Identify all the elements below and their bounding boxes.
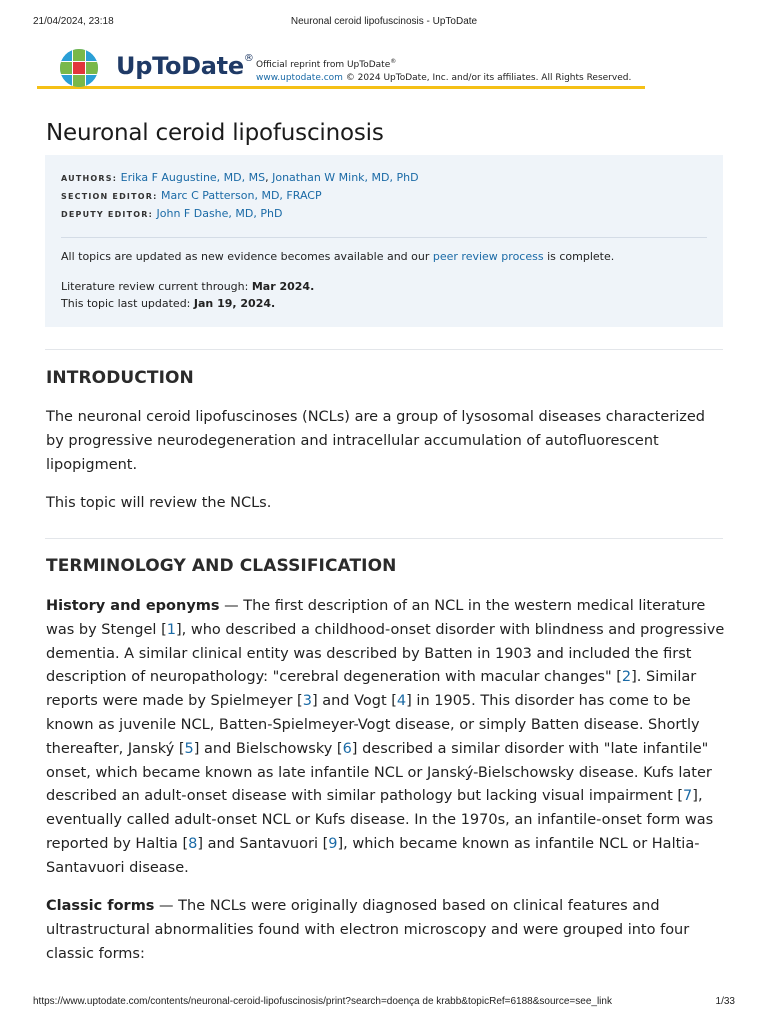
author-link-mink[interactable]: Jonathan W Mink, MD, PhD [272, 171, 419, 184]
print-header [33, 16, 735, 30]
reference-link[interactable]: 4 [396, 693, 407, 710]
reference-link[interactable]: 6 [342, 740, 352, 757]
peer-review-link[interactable]: peer review process [432, 250, 544, 263]
section-editor-link[interactable]: Marc C Patterson, MD, FRACP [161, 189, 322, 202]
reference-link[interactable]: 8 [188, 835, 198, 852]
reference-link[interactable]: 9 [328, 835, 338, 852]
reference-link[interactable]: 7 [683, 788, 693, 805]
intro-paragraph-2: This topic will review the NCLs. [46, 495, 272, 511]
brand-bar [37, 44, 645, 89]
uptodate-logo-icon [59, 48, 99, 88]
print-doc-title: Neuronal ceroid lipofuscinosis - UpToDate [290, 16, 478, 27]
reference-link[interactable]: 5 [184, 740, 194, 757]
authors-row: AUTHORS: Erika F Augustine, MD, MS, Jonathan W Mink, MD, PhD [61, 171, 419, 184]
page-title: Neuronal ceroid lipofuscinosis [46, 120, 384, 146]
lit-review-date: Literature review current through: Mar 2024. [61, 280, 315, 293]
brand-name: UpToDate® [116, 52, 254, 80]
print-datetime: 21/04/2024, 23:18 [33, 16, 114, 27]
history-paragraph: History and eponyms — The first description of an NCL in the western medical literature was by Stengel [1], who described a childhood-onset disorder with blindness and progressive dementia. A similar clinical entity was described by Batten in 1903 and included the first description of neuropathology: "cerebral degeneration with macular changes" [2]. Similar reports were made by Spielmeyer [3] and Vogt [4] in 1905. This disorder has come to be known as juvenile NCL, Batten-Spielmeyer-Vogt disease, or simply Batten disease. Shortly thereafter, Janský [5] and Bielschowsky [6] described a similar disorder with "late infantile" onset, which became known as late infantile NCL or Janský-Bielschowsky disease. Kufs later described an adult-onset disease with similar pathology but lacking visual impairment [7], eventually called adult-onset NCL or Kufs disease. In the 1970s, an infantile-onset form was reported by Haltia [8] and Santavuori [9], which became known as infantile NCL or Haltia-Santavuori disease. [46, 598, 725, 876]
section-divider [45, 538, 723, 539]
topic-meta-box [45, 155, 723, 327]
intro-paragraph-1: The neuronal ceroid lipofuscinoses (NCLs) are a group of lysosomal diseases characterized by progressive neurodegeneration and intracellular accumulation of autofluorescent lipopigment. [46, 409, 705, 473]
classic-forms-paragraph: Classic forms — The NCLs were originally diagnosed based on clinical features and ultrastructural abnormalities found with electron microscopy and were grouped into four classic forms: [46, 898, 690, 962]
reference-link[interactable]: 3 [302, 693, 312, 710]
heading-terminology: TERMINOLOGY AND CLASSIFICATION [46, 556, 397, 576]
last-updated-date: This topic last updated: Jan 19, 2024. [61, 297, 276, 310]
print-footer [33, 996, 735, 1010]
update-notice: All topics are updated as new evidence becomes available and our peer review process is complete. [61, 250, 615, 263]
reference-link[interactable]: 1 [166, 621, 176, 638]
author-link-augustine[interactable]: Erika F Augustine, MD, MS [120, 171, 266, 184]
section-editor-row: SECTION EDITOR: Marc C Patterson, MD, FRACP [61, 189, 322, 202]
heading-introduction: INTRODUCTION [46, 368, 194, 388]
page-number: 1/33 [715, 996, 735, 1007]
section-divider [45, 349, 723, 350]
deputy-editor-link[interactable]: John F Dashe, MD, PhD [156, 207, 283, 220]
uptodate-site-link[interactable]: www.uptodate.com [256, 73, 343, 83]
deputy-editor-row: DEPUTY EDITOR: John F Dashe, MD, PhD [61, 207, 283, 220]
reference-link[interactable]: 2 [621, 669, 632, 686]
print-url: https://www.uptodate.com/contents/neuronal-ceroid-lipofuscinosis/print?search=doença de krabb&topicRef=6188&source=see_link [33, 996, 612, 1007]
meta-divider [61, 237, 707, 238]
reprint-notice: Official reprint from UpToDate® www.uptodate.com © 2024 UpToDate, Inc. and/or its affiliates. All Rights Reserved. [256, 58, 632, 83]
